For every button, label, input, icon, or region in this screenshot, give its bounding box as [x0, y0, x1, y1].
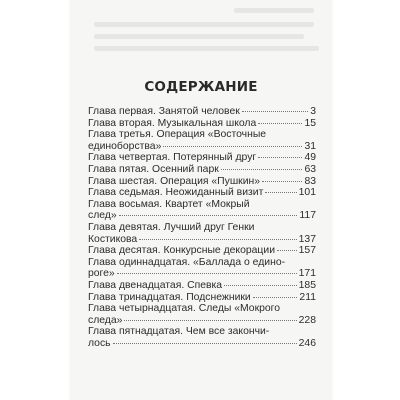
toc-entry[interactable]: [88, 245, 316, 257]
chapter-title-line: Глава двенадцатая. Спевка: [88, 279, 223, 291]
leader-dots: [117, 273, 297, 274]
leader-dots: [265, 192, 296, 193]
chapter-title-line: следа»: [88, 314, 123, 326]
chapter-title-line: Глава пятая. Осенний парк: [88, 163, 219, 175]
leader-dots: [258, 123, 302, 124]
page-number: 228: [298, 314, 316, 326]
chapter-title-line: Глава шестая. Операция «Пушкин»: [88, 175, 261, 187]
chapter-title-line: Глава третья. Операция «Восточные: [88, 129, 267, 141]
toc-entry[interactable]: [88, 199, 316, 222]
leader-dots: [113, 343, 297, 344]
toc-entry[interactable]: [88, 222, 316, 245]
toc-entry[interactable]: [88, 303, 316, 326]
toc-entry[interactable]: [88, 164, 316, 176]
page-number: 101: [298, 187, 316, 199]
chapter-title-line: Костикова: [88, 233, 138, 245]
chapter-title-line: Глава первая. Занятой человек: [88, 106, 240, 117]
chapter-title-line: след»: [88, 210, 117, 222]
page-number: 31: [304, 140, 316, 152]
chapter-title-line: Глава четырнадцатая. Следы «Мокрого: [88, 303, 281, 315]
chapter-title-line: Глава восьмая. Квартет «Мокрый: [88, 198, 250, 210]
toc-entry[interactable]: [88, 257, 316, 280]
toc-entry[interactable]: [88, 187, 316, 199]
page-number: 83: [304, 175, 316, 187]
chapter-title-line: единоборства»: [88, 140, 162, 152]
toc-entry[interactable]: [88, 129, 316, 152]
leader-dots: [253, 297, 298, 298]
leader-dots: [224, 285, 297, 286]
chapter-title-line: Глава тринадцатая. Подснежники: [88, 291, 251, 303]
book-page: [70, 0, 332, 400]
show-through-text: [84, 0, 326, 64]
leader-dots: [221, 169, 303, 170]
chapter-title-line: Глава десятая. Конкурсные декорации: [88, 245, 275, 257]
toc-entry[interactable]: [88, 152, 316, 164]
toc-title: СОДЕРЖАНИЕ: [144, 79, 258, 95]
page-number: 117: [299, 210, 316, 222]
chapter-title-line: Глава девятая. Лучший друг Генки: [88, 221, 255, 233]
toc-entry[interactable]: [88, 176, 316, 188]
chapter-title-line: Глава четвертая. Потерянный друг: [88, 152, 257, 164]
toc-entry[interactable]: [88, 118, 316, 130]
leader-dots: [262, 181, 302, 182]
leader-dots: [277, 250, 297, 251]
page-number: 49: [304, 152, 316, 164]
leader-dots: [258, 157, 302, 158]
page-number: 185: [298, 279, 316, 291]
chapter-title-line: лось: [88, 337, 111, 349]
chapter-title-line: Глава вторая. Музыкальная школа: [88, 117, 257, 129]
page-number: 157: [298, 245, 316, 257]
leader-dots: [119, 215, 298, 216]
toc-entry[interactable]: [88, 326, 316, 349]
page-number: 3: [310, 106, 316, 117]
page-number: 63: [304, 163, 316, 175]
leader-dots: [242, 111, 308, 112]
chapter-title-line: роге»: [88, 268, 115, 280]
chapter-title-line: Глава седьмая. Неожиданный визит: [88, 187, 264, 199]
page-number: 171: [298, 268, 316, 280]
toc-entry[interactable]: [88, 292, 316, 304]
page-number: 246: [298, 337, 316, 349]
leader-dots: [124, 320, 296, 321]
toc-entry[interactable]: [88, 280, 316, 292]
leader-dots: [139, 239, 296, 240]
toc-entry[interactable]: [88, 106, 316, 118]
table-of-contents: [88, 106, 316, 349]
page-number: 15: [304, 117, 316, 129]
leader-dots: [163, 146, 302, 147]
page-number: 137: [298, 233, 316, 245]
page-number: 211: [299, 291, 316, 303]
chapter-title-line: Глава одиннадцатая. «Баллада о едино-: [88, 256, 286, 268]
chapter-title-line: Глава пятнадцатая. Чем все закончи-: [88, 326, 270, 338]
